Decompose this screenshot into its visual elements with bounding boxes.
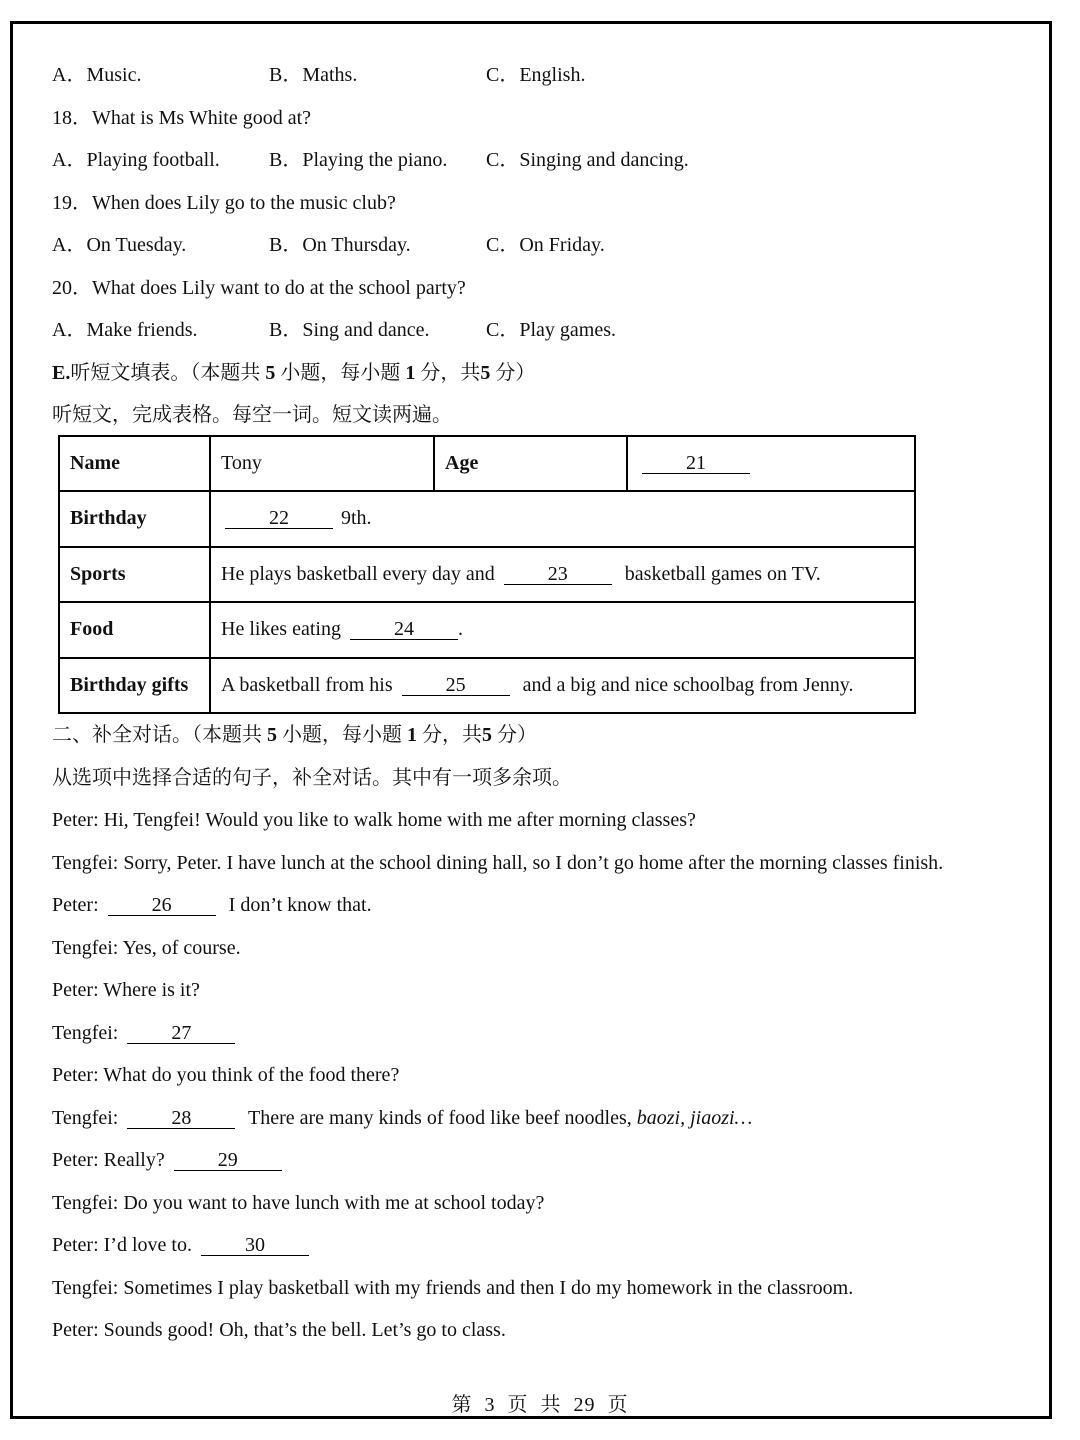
dialogue-text: Tengfei: Sorry, Peter. I have lunch at the school dining hall, so I don’t go home after the morning classes finish. [52,851,944,874]
total-pages: 29 [573,1394,596,1416]
section-2-heading [52,714,1042,757]
section-e-heading [52,352,1042,395]
dialogue-italic-text: baozi, jiaozi… [636,1106,753,1129]
option-a: A．Make friends. [52,319,198,341]
dialogue-text: Peter: Really? [52,1149,165,1171]
table-row [59,602,915,658]
blank-26[interactable]: 26 [108,895,216,916]
dialogue-text: Tengfei: Yes, of course. [52,936,241,959]
dialogue-text: There are many kinds of food like beef noodles, [248,1106,632,1129]
section-2-instruction: 从选项中选择合适的句子，补全对话。其中有一项多余项。 [52,766,572,789]
blank-25[interactable]: 25 [402,675,510,696]
gifts-label: Birthday gifts [59,658,210,714]
blank-29[interactable]: 29 [174,1150,282,1171]
text: He likes eating [221,618,341,641]
question-options [52,309,1042,352]
section-e-instruction: 听短文，完成表格。每空一词。短文读两遍。 [52,404,452,426]
q17-options [52,54,1042,97]
blank-24[interactable]: 24 [350,619,458,640]
table-row [59,491,915,547]
text: 小题，每小题 [280,361,401,384]
text: and a big and nice schoolbag from Jenny. [522,673,854,696]
section-2-title: 二、补全对话。（本题共 [52,724,262,746]
option-c: C．Singing and dancing. [486,149,689,171]
exam-page [52,54,1042,1352]
text: 页 [507,1394,529,1416]
dialogue-line [52,799,1042,842]
option-a: A．Music. [52,64,142,86]
blank-27[interactable]: 27 [127,1023,235,1044]
dialogue-text: Peter: Sounds good! Oh, that’s the bell. Let’s go to class. [52,1319,506,1341]
sports-label: Sports [59,547,210,603]
table-row [59,436,915,492]
page-footer [0,1388,1080,1417]
text: He plays basketball every day and [221,562,495,585]
option-a: A．On Tuesday. [52,234,187,256]
text: 页 [607,1394,629,1416]
question-options [52,139,1042,182]
fill-in-table [58,435,916,715]
option-b: B．Sing and dance. [269,319,430,341]
page-number: 3 [484,1394,496,1416]
text: 分，共 [422,724,482,746]
option-a: A．Playing football. [52,149,220,171]
dialogue-line [52,1139,1042,1182]
dialogue-line [52,1097,1042,1140]
text: 共 [540,1394,562,1416]
food-cell [210,602,915,658]
text: . [457,618,463,641]
sports-cell [210,547,915,603]
option-c: C．On Friday. [486,234,605,256]
question-text: 19．When does Lily go to the music club? [52,191,396,214]
text: 分） [497,724,537,746]
gifts-cell [210,658,915,714]
blank-21[interactable]: 21 [642,453,750,474]
dialogue-line [52,842,1042,885]
dialogue-text: Peter: [52,894,99,916]
dialogue-text: Peter: Where is it? [52,979,200,1001]
section-e-prefix: E. [52,361,71,384]
blank-23[interactable]: 23 [504,564,612,585]
option-b: B．On Thursday. [269,234,411,256]
dialogue [52,799,1042,1352]
table-row [59,658,915,714]
text: basketball games on TV. [624,562,821,585]
text: 分，共 [420,361,481,384]
dialogue-line [52,884,1042,927]
total: 5 [482,724,492,746]
option-b: B．Maths. [269,64,358,86]
count: 5 [267,724,277,746]
name-value: Tony [210,436,434,492]
birthday-label: Birthday [59,491,210,547]
blank-28[interactable]: 28 [127,1108,235,1129]
age-label: Age [434,436,627,492]
table-row [59,547,915,603]
option-c: C．English. [486,64,586,86]
count: 5 [265,361,276,384]
blank-22[interactable]: 22 [225,508,333,529]
text: A basketball from his [221,673,393,696]
dialogue-line [52,927,1042,970]
dialogue-text: Tengfei: Sometimes I play basketball with my friends and then I do my homework in the classroom. [52,1276,854,1299]
dialogue-line [52,1182,1042,1225]
blank-30[interactable]: 30 [201,1235,309,1256]
question-text: 20．What does Lily want to do at the school party? [52,276,466,299]
dialogue-line [52,1267,1042,1310]
dialogue-text: Peter: Hi, Tengfei! Would you like to walk home with me after morning classes? [52,809,696,831]
section-e-title: 听短文填表。（本题共 [70,361,261,384]
food-label: Food [59,602,210,658]
questions [52,97,1042,352]
total: 5 [480,361,491,384]
dialogue-text: Peter: What do you think of the food there? [52,1064,400,1086]
name-label: Name [59,436,210,492]
dialogue-line [52,1054,1042,1097]
question-text: 18．What is Ms White good at? [52,106,312,129]
birthday-cell [210,491,915,547]
dialogue-text: Peter: I’d love to. [52,1234,192,1256]
text: 9th. [341,507,372,530]
dialogue-text: Tengfei: [52,1021,119,1044]
text: 小题，每小题 [282,724,402,746]
text: 分） [495,361,536,384]
points: 1 [405,361,416,384]
text: 第 [451,1394,473,1416]
dialogue-line [52,1224,1042,1267]
option-c: C．Play games. [486,319,616,341]
question-options [52,224,1042,267]
dialogue-text: I don’t know that. [228,894,372,916]
age-cell [627,436,915,492]
dialogue-text: Tengfei: [52,1106,119,1129]
dialogue-line [52,969,1042,1012]
option-b: B．Playing the piano. [269,149,448,171]
dialogue-line [52,1012,1042,1055]
points: 1 [407,724,417,746]
dialogue-line [52,1309,1042,1352]
dialogue-text: Tengfei: Do you want to have lunch with me at school today? [52,1191,545,1214]
